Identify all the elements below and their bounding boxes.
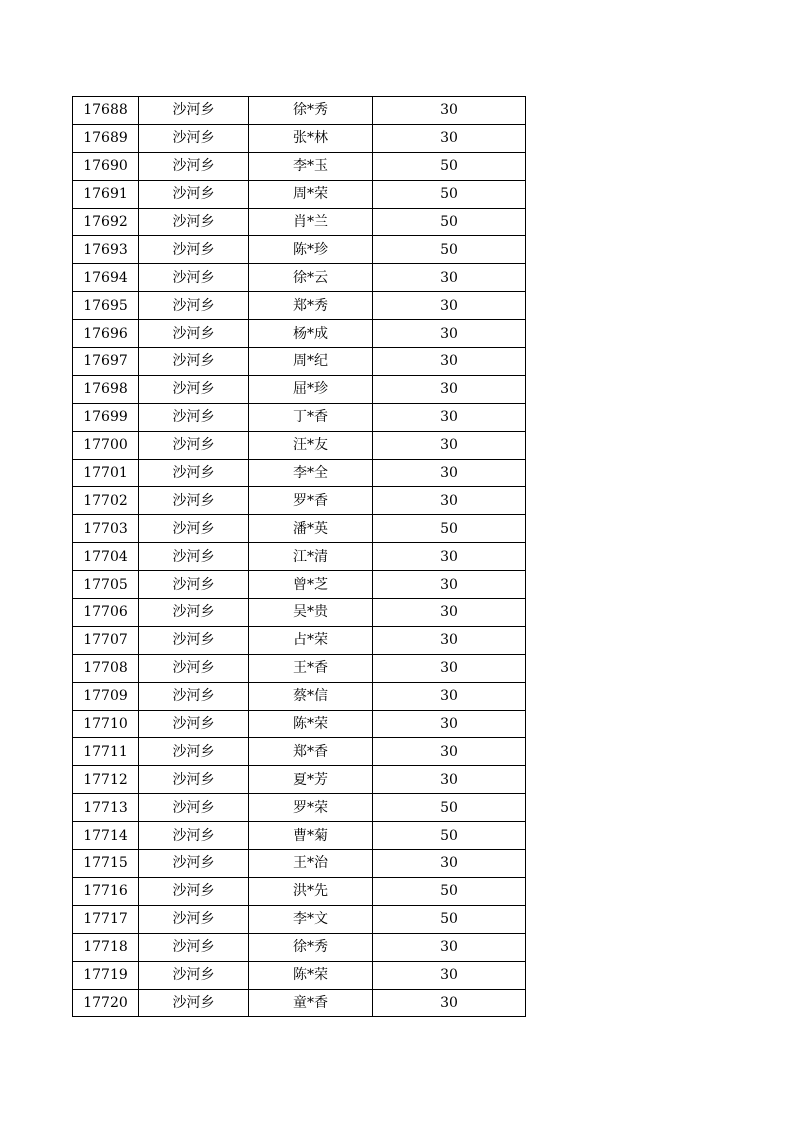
cell-id: 17699: [73, 403, 139, 431]
table-row: [73, 236, 526, 264]
cell-amount: 30: [373, 654, 526, 682]
cell-id: 17696: [73, 320, 139, 348]
cell-town: 沙河乡: [139, 877, 249, 905]
cell-name: 徐*秀: [249, 97, 373, 125]
cell-id: 17709: [73, 682, 139, 710]
table-row: [73, 375, 526, 403]
table-row: [73, 152, 526, 180]
cell-town: 沙河乡: [139, 961, 249, 989]
table-row: [73, 766, 526, 794]
cell-id: 17703: [73, 515, 139, 543]
cell-town: 沙河乡: [139, 571, 249, 599]
cell-town: 沙河乡: [139, 124, 249, 152]
cell-amount: 50: [373, 208, 526, 236]
cell-amount: 30: [373, 710, 526, 738]
cell-amount: 50: [373, 877, 526, 905]
cell-id: 17717: [73, 905, 139, 933]
cell-town: 沙河乡: [139, 403, 249, 431]
table-row: [73, 487, 526, 515]
cell-town: 沙河乡: [139, 933, 249, 961]
table-row: [73, 431, 526, 459]
cell-name: 夏*芳: [249, 766, 373, 794]
cell-amount: 30: [373, 961, 526, 989]
table-row: [73, 320, 526, 348]
cell-town: 沙河乡: [139, 738, 249, 766]
cell-id: 17689: [73, 124, 139, 152]
table-row: [73, 292, 526, 320]
cell-town: 沙河乡: [139, 97, 249, 125]
cell-town: 沙河乡: [139, 766, 249, 794]
cell-name: 李*玉: [249, 152, 373, 180]
cell-town: 沙河乡: [139, 682, 249, 710]
cell-id: 17710: [73, 710, 139, 738]
table-row: [73, 264, 526, 292]
cell-id: 17706: [73, 599, 139, 627]
cell-name: 张*林: [249, 124, 373, 152]
cell-amount: 30: [373, 571, 526, 599]
cell-name: 江*清: [249, 543, 373, 571]
cell-amount: 50: [373, 822, 526, 850]
table-row: [73, 626, 526, 654]
table-row: [73, 822, 526, 850]
cell-id: 17707: [73, 626, 139, 654]
cell-name: 洪*先: [249, 877, 373, 905]
cell-name: 潘*英: [249, 515, 373, 543]
cell-amount: 30: [373, 766, 526, 794]
cell-name: 徐*云: [249, 264, 373, 292]
cell-town: 沙河乡: [139, 180, 249, 208]
cell-amount: 30: [373, 403, 526, 431]
table-row: [73, 877, 526, 905]
cell-name: 李*全: [249, 459, 373, 487]
cell-name: 李*文: [249, 905, 373, 933]
cell-id: 17691: [73, 180, 139, 208]
table-row: [73, 515, 526, 543]
cell-amount: 30: [373, 375, 526, 403]
cell-town: 沙河乡: [139, 515, 249, 543]
table-row: [73, 794, 526, 822]
cell-amount: 30: [373, 348, 526, 376]
cell-id: 17694: [73, 264, 139, 292]
cell-id: 17714: [73, 822, 139, 850]
cell-id: 17692: [73, 208, 139, 236]
cell-name: 郑*秀: [249, 292, 373, 320]
cell-amount: 50: [373, 794, 526, 822]
table-row: [73, 571, 526, 599]
cell-id: 17712: [73, 766, 139, 794]
cell-name: 汪*友: [249, 431, 373, 459]
cell-name: 肖*兰: [249, 208, 373, 236]
table-row: [73, 961, 526, 989]
table-row: [73, 989, 526, 1017]
cell-name: 曾*芝: [249, 571, 373, 599]
table-row: [73, 348, 526, 376]
cell-town: 沙河乡: [139, 264, 249, 292]
cell-amount: 30: [373, 124, 526, 152]
table-row: [73, 124, 526, 152]
cell-amount: 30: [373, 487, 526, 515]
cell-id: 17719: [73, 961, 139, 989]
cell-amount: 30: [373, 543, 526, 571]
cell-name: 童*香: [249, 989, 373, 1017]
cell-town: 沙河乡: [139, 208, 249, 236]
cell-town: 沙河乡: [139, 794, 249, 822]
table-row: [73, 850, 526, 878]
table-row: [73, 459, 526, 487]
cell-amount: 30: [373, 599, 526, 627]
cell-town: 沙河乡: [139, 543, 249, 571]
cell-town: 沙河乡: [139, 710, 249, 738]
cell-id: 17698: [73, 375, 139, 403]
cell-id: 17693: [73, 236, 139, 264]
cell-id: 17688: [73, 97, 139, 125]
cell-name: 陈*荣: [249, 961, 373, 989]
cell-amount: 30: [373, 626, 526, 654]
table-row: [73, 682, 526, 710]
cell-name: 屈*珍: [249, 375, 373, 403]
cell-name: 郑*香: [249, 738, 373, 766]
cell-name: 丁*香: [249, 403, 373, 431]
cell-amount: 30: [373, 682, 526, 710]
cell-town: 沙河乡: [139, 320, 249, 348]
cell-id: 17695: [73, 292, 139, 320]
table-row: [73, 905, 526, 933]
cell-name: 吴*贵: [249, 599, 373, 627]
cell-id: 17690: [73, 152, 139, 180]
cell-amount: 30: [373, 738, 526, 766]
cell-amount: 30: [373, 989, 526, 1017]
table-row: [73, 654, 526, 682]
cell-id: 17697: [73, 348, 139, 376]
cell-name: 罗*荣: [249, 794, 373, 822]
cell-id: 17720: [73, 989, 139, 1017]
cell-name: 占*荣: [249, 626, 373, 654]
cell-town: 沙河乡: [139, 905, 249, 933]
cell-town: 沙河乡: [139, 236, 249, 264]
cell-amount: 30: [373, 320, 526, 348]
cell-id: 17708: [73, 654, 139, 682]
cell-name: 蔡*信: [249, 682, 373, 710]
cell-amount: 50: [373, 515, 526, 543]
table-row: [73, 710, 526, 738]
cell-town: 沙河乡: [139, 487, 249, 515]
table-row: [73, 543, 526, 571]
cell-id: 17715: [73, 850, 139, 878]
cell-amount: 50: [373, 905, 526, 933]
table-row: [73, 738, 526, 766]
cell-id: 17704: [73, 543, 139, 571]
cell-name: 陈*荣: [249, 710, 373, 738]
cell-id: 17716: [73, 877, 139, 905]
cell-town: 沙河乡: [139, 348, 249, 376]
cell-amount: 30: [373, 933, 526, 961]
cell-town: 沙河乡: [139, 599, 249, 627]
cell-id: 17705: [73, 571, 139, 599]
cell-amount: 30: [373, 97, 526, 125]
cell-id: 17718: [73, 933, 139, 961]
cell-amount: 30: [373, 264, 526, 292]
cell-town: 沙河乡: [139, 822, 249, 850]
cell-amount: 50: [373, 236, 526, 264]
table-row: [73, 403, 526, 431]
cell-name: 王*治: [249, 850, 373, 878]
table-row: [73, 599, 526, 627]
cell-town: 沙河乡: [139, 626, 249, 654]
cell-town: 沙河乡: [139, 375, 249, 403]
cell-town: 沙河乡: [139, 152, 249, 180]
cell-name: 陈*珍: [249, 236, 373, 264]
cell-id: 17701: [73, 459, 139, 487]
cell-amount: 50: [373, 180, 526, 208]
cell-name: 周*荣: [249, 180, 373, 208]
cell-amount: 30: [373, 431, 526, 459]
cell-amount: 50: [373, 152, 526, 180]
cell-id: 17702: [73, 487, 139, 515]
subsidy-table: [72, 96, 526, 1017]
cell-amount: 30: [373, 850, 526, 878]
cell-name: 周*纪: [249, 348, 373, 376]
cell-amount: 30: [373, 459, 526, 487]
table-body: [73, 97, 526, 1017]
table-row: [73, 180, 526, 208]
table-row: [73, 97, 526, 125]
cell-amount: 30: [373, 292, 526, 320]
cell-name: 杨*成: [249, 320, 373, 348]
cell-name: 王*香: [249, 654, 373, 682]
cell-town: 沙河乡: [139, 654, 249, 682]
cell-town: 沙河乡: [139, 989, 249, 1017]
cell-id: 17713: [73, 794, 139, 822]
cell-name: 曹*菊: [249, 822, 373, 850]
cell-town: 沙河乡: [139, 431, 249, 459]
cell-town: 沙河乡: [139, 459, 249, 487]
cell-id: 17711: [73, 738, 139, 766]
cell-name: 徐*秀: [249, 933, 373, 961]
cell-name: 罗*香: [249, 487, 373, 515]
cell-town: 沙河乡: [139, 292, 249, 320]
cell-town: 沙河乡: [139, 850, 249, 878]
table-row: [73, 933, 526, 961]
table-row: [73, 208, 526, 236]
cell-id: 17700: [73, 431, 139, 459]
